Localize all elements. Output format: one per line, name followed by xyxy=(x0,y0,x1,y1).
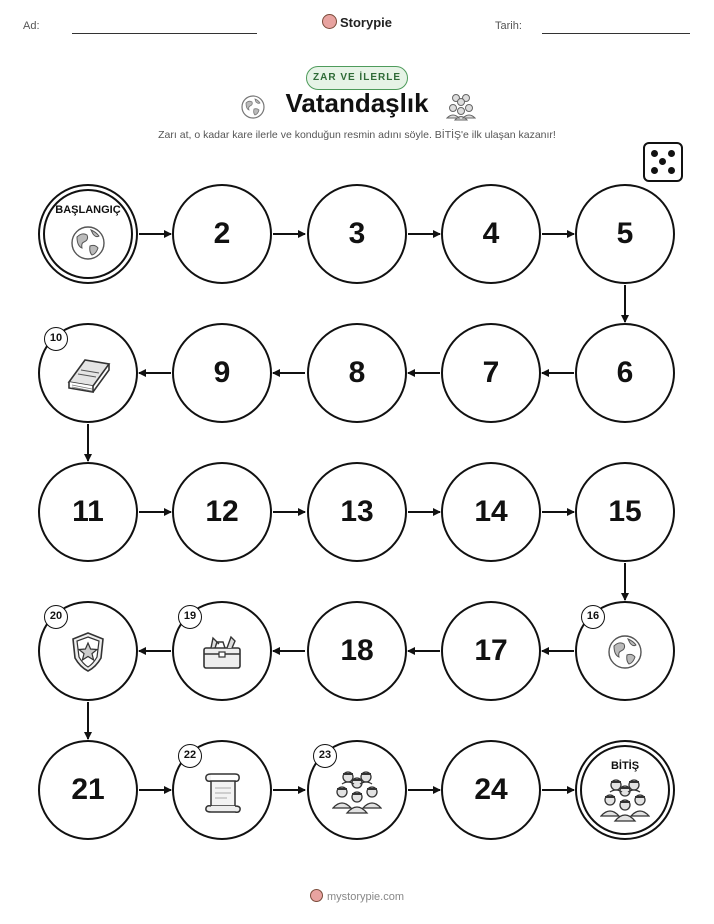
picture-square xyxy=(172,601,272,701)
square-number: 5 xyxy=(616,217,634,250)
footer xyxy=(0,889,714,903)
board-square xyxy=(441,462,541,562)
board-square xyxy=(575,184,675,284)
square-number-tag: 22 xyxy=(178,744,202,768)
start-square xyxy=(38,184,138,284)
board-square xyxy=(307,601,407,701)
square-number: 11 xyxy=(72,495,104,528)
game-type-badge: ZAR VE İLERLE xyxy=(306,66,408,90)
square-number: 6 xyxy=(616,356,634,389)
square-number: 15 xyxy=(608,495,642,528)
square-number: 7 xyxy=(482,356,500,389)
scroll-icon xyxy=(201,768,243,819)
square-number-tag: 16 xyxy=(581,605,605,629)
square-number: 14 xyxy=(474,495,508,528)
globe-icon xyxy=(68,223,108,268)
square-number: 24 xyxy=(474,773,508,806)
instructions-text: Zarı at, o kadar kare ilerle ve konduğun resmin adını söyle. BİTİŞ'e ilk ulaşan kazanır! xyxy=(158,129,556,141)
square-number: 8 xyxy=(348,356,366,389)
board-square xyxy=(38,462,138,562)
board-square xyxy=(307,184,407,284)
board-square xyxy=(441,184,541,284)
board-square xyxy=(441,601,541,701)
name-label: Ad: xyxy=(23,20,40,32)
page-title: Vatandaşlık xyxy=(285,88,429,118)
square-number: 21 xyxy=(71,773,105,806)
police-badge-icon xyxy=(68,630,108,679)
square-number: 9 xyxy=(213,356,231,389)
board-square xyxy=(38,740,138,840)
picture-square xyxy=(38,323,138,423)
toolbox-icon xyxy=(199,632,245,677)
board-square xyxy=(441,323,541,423)
picture-square xyxy=(38,601,138,701)
square-number-tag: 19 xyxy=(178,605,202,629)
square-number: 4 xyxy=(482,217,500,250)
board-square xyxy=(172,184,272,284)
square-number: 12 xyxy=(205,495,239,528)
start-label: BAŞLANGIÇ xyxy=(55,204,121,216)
footer-url: mystorypie.com xyxy=(326,891,405,903)
square-number-tag: 20 xyxy=(44,605,68,629)
people-group-icon xyxy=(332,768,382,819)
date-label: Tarih: xyxy=(495,20,522,32)
board-square xyxy=(172,323,272,423)
picture-square xyxy=(575,601,675,701)
board-square xyxy=(575,462,675,562)
square-number-tag: 10 xyxy=(44,327,68,351)
board-square xyxy=(172,462,272,562)
storypie-logo-icon xyxy=(310,889,323,902)
finish-square xyxy=(575,740,675,840)
board-square xyxy=(575,323,675,423)
board-square xyxy=(441,740,541,840)
square-number: 17 xyxy=(474,634,508,667)
square-number-tag: 23 xyxy=(313,744,337,768)
square-number: 13 xyxy=(340,495,374,528)
book-icon xyxy=(63,354,113,399)
people-group-icon xyxy=(600,776,650,827)
square-number: 3 xyxy=(348,217,366,250)
square-number: 2 xyxy=(213,217,231,250)
picture-square xyxy=(172,740,272,840)
picture-square xyxy=(307,740,407,840)
finish-label: BİTİŞ xyxy=(610,760,640,772)
board-square xyxy=(307,323,407,423)
square-number: 18 xyxy=(340,634,374,667)
brand-name: Storypie xyxy=(339,15,392,30)
globe-icon xyxy=(605,632,645,677)
board-square xyxy=(307,462,407,562)
